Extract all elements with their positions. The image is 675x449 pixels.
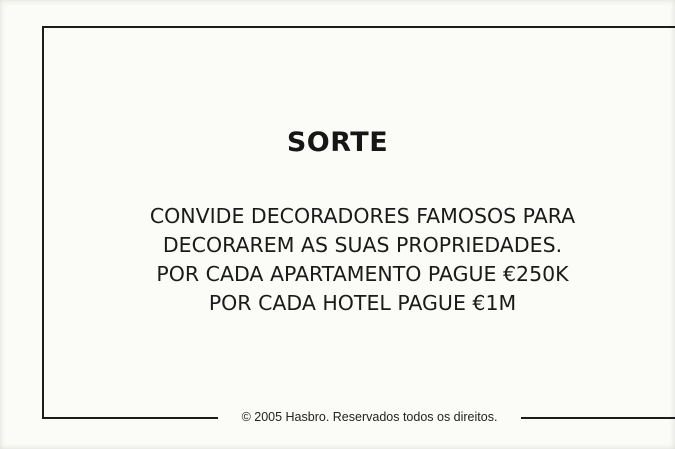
instruction-line-1: CONVIDE DECORADORES FAMOSOS PARA xyxy=(149,204,576,228)
instruction-line-4: POR CADA HOTEL PAGUE €1M xyxy=(208,291,517,315)
bottom-border-right xyxy=(521,417,675,419)
copyright-notice: © 2005 Hasbro. Reservados todos os direitos. xyxy=(241,410,498,424)
card-instructions xyxy=(0,202,675,318)
instruction-line-3: POR CADA APARTAMENTO PAGUE €250K xyxy=(156,262,569,286)
bottom-border-left xyxy=(42,417,218,419)
card-title: SORTE xyxy=(286,127,389,158)
instruction-line-2: DECORAREM AS SUAS PROPRIEDADES. xyxy=(162,233,563,257)
